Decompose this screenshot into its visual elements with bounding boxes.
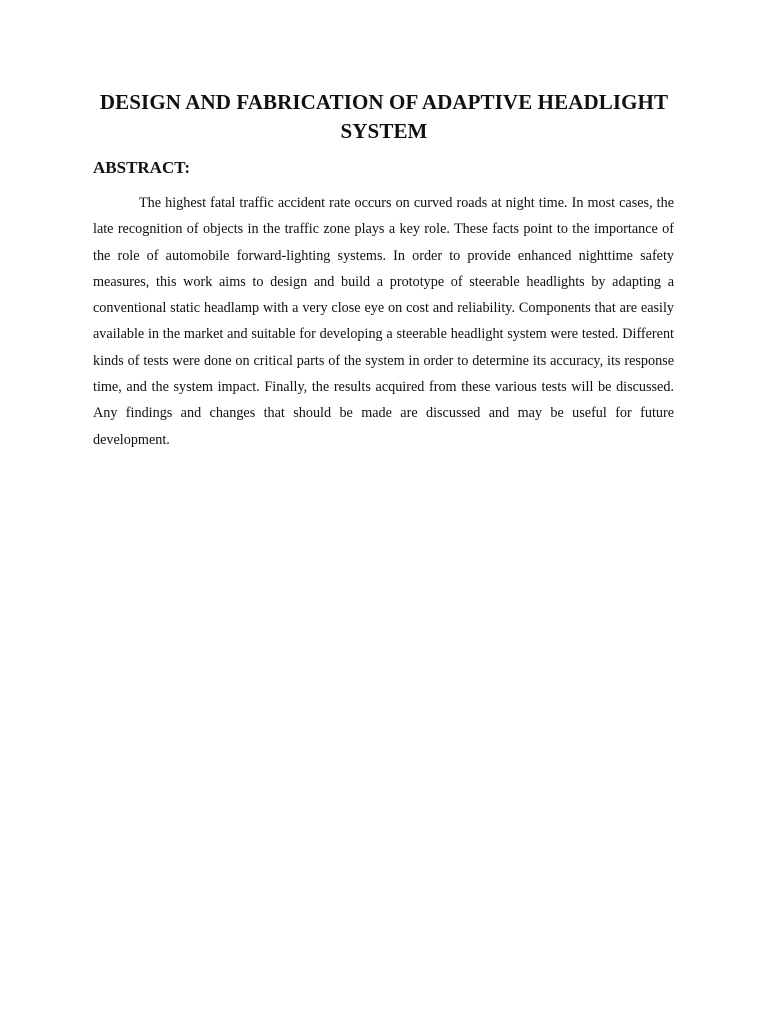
abstract-paragraph: The highest fatal traffic accident rate occurs on curved roads at night time. In most cases, the late recognition of objects in the traffic zone plays a key role. These facts point to the importance of the role of automobile forward-lighting systems. In order to provide enhanced nighttime safety measures, this work aims to design and build a prototype of steerable headlights by adapting a conventional static headlamp with a very close eye on cost and reliability. Components that are easily available in the market and suitable for developing a steerable headlight system were tested. Different kinds of tests were done on critical parts of the system in order to determine its accuracy, its response time, and the system impact. Finally, the results acquired from these various tests will be discussed. Any findings and changes that should be made are discussed and may be useful for future development. <box>93 195 674 448</box>
abstract-heading: ABSTRACT: <box>93 158 190 177</box>
document-title: DESIGN AND FABRICATION OF ADAPTIVE HEADLIGHT SYSTEM <box>99 90 669 143</box>
